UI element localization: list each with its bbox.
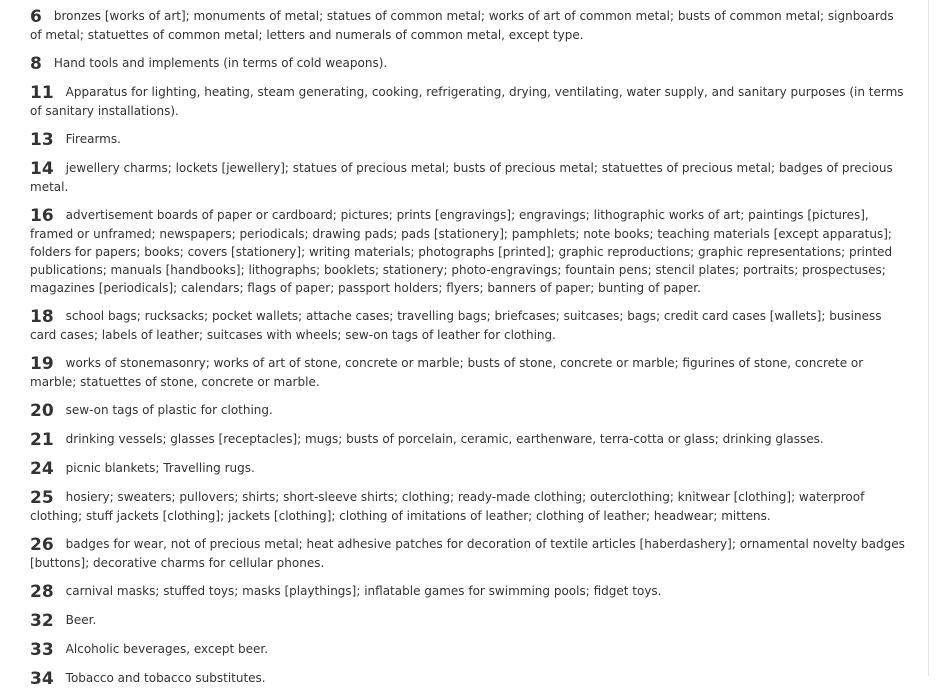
class-entry xyxy=(30,535,906,572)
class-entry xyxy=(30,307,906,344)
class-entry xyxy=(30,582,906,601)
class-description: picnic blankets; Travelling rugs. xyxy=(65,461,255,475)
class-entry xyxy=(30,83,906,120)
class-number: 19 xyxy=(30,354,54,374)
class-description: carnival masks; stuffed toys; masks [playthings]; inflatable games for swimming pools; fidget toys. xyxy=(65,584,662,598)
class-number: 11 xyxy=(30,83,54,103)
class-description: Apparatus for lighting, heating, steam generating, cooking, refrigerating, drying, ventilating, water supply, and sanitary purposes (in terms of sanitary installations). xyxy=(30,85,904,118)
class-number: 32 xyxy=(30,611,54,631)
class-description: sew-on tags of plastic for clothing. xyxy=(65,403,273,417)
class-description: Tobacco and tobacco substitutes. xyxy=(65,671,266,685)
class-description: school bags; rucksacks; pocket wallets; attache cases; travelling bags; briefcases; suitcases; bags; credit card cases [wallets]; business card cases; labels of leather; suitcases with wheels; sew-on tags of leather for clothing. xyxy=(30,309,882,342)
class-description: Hand tools and implements (in terms of cold weapons). xyxy=(53,56,388,70)
class-description: Alcoholic beverages, except beer. xyxy=(65,642,269,656)
class-number: 14 xyxy=(30,159,54,179)
class-description: advertisement boards of paper or cardboard; pictures; prints [engravings]; engravings; lithographic works of art; paintings [pictures], framed or unframed; newspapers; periodicals; drawing pads; pads [stationery]; pamphlets; note books; teaching materials [except apparatus]; folders for papers; books; covers [stationery]; writing materials; photographs [printed]; graphic reproductions; graphic representations; printed publications; manuals [handbooks]; lithographs; booklets; stationery; photo-engravings; fountain pens; stencil plates; portraits; prospectuses; magazines [periodicals]; calendars; flags of paper; passport holders; flyers; banners of paper; bunting of paper. xyxy=(30,208,893,295)
class-number: 26 xyxy=(30,535,54,555)
class-entry xyxy=(30,354,906,391)
class-description: badges for wear, not of precious metal; heat adhesive patches for decoration of textile articles [haberdashery]; ornamental novelty badges [buttons]; decorative charms for cellular phones. xyxy=(30,537,905,570)
class-number: 28 xyxy=(30,582,54,602)
class-number: 24 xyxy=(30,459,54,479)
class-entry xyxy=(30,401,906,420)
class-number: 18 xyxy=(30,307,54,327)
class-description: works of stonemasonry; works of art of stone, concrete or marble; busts of stone, concrete or marble; figurines of stone, concrete or marble; statuettes of stone, concrete or marble. xyxy=(30,356,864,389)
right-edge-divider xyxy=(928,0,929,676)
class-number: 20 xyxy=(30,401,54,421)
class-number: 16 xyxy=(30,206,54,226)
class-description: Beer. xyxy=(65,613,97,627)
class-list xyxy=(30,7,906,698)
class-number: 6 xyxy=(30,7,42,27)
class-number: 33 xyxy=(30,640,54,660)
class-entry xyxy=(30,130,906,149)
class-entry xyxy=(30,488,906,525)
class-entry xyxy=(30,7,906,44)
class-number: 25 xyxy=(30,488,54,508)
class-number: 13 xyxy=(30,130,54,150)
class-entry xyxy=(30,54,906,73)
class-entry xyxy=(30,611,906,630)
class-description: Firearms. xyxy=(65,132,121,146)
class-entry xyxy=(30,206,906,297)
class-description: jewellery charms; lockets [jewellery]; statues of precious metal; busts of precious metal; statuettes of precious metal; badges of precious metal. xyxy=(30,161,893,194)
class-entry xyxy=(30,159,906,196)
class-number: 21 xyxy=(30,430,54,450)
class-description: drinking vessels; glasses [receptacles]; mugs; busts of porcelain, ceramic, earthenware, terra-cotta or glass; drinking glasses. xyxy=(65,432,824,446)
class-description: bronzes [works of art]; monuments of metal; statues of common metal; works of art of common metal; busts of common metal; signboards of metal; statuettes of common metal; letters and numerals of common metal, except type. xyxy=(30,9,894,42)
class-entry xyxy=(30,459,906,478)
class-entry xyxy=(30,669,906,688)
class-entry xyxy=(30,640,906,659)
class-number: 8 xyxy=(30,54,42,74)
class-entry xyxy=(30,430,906,449)
class-number: 34 xyxy=(30,669,54,689)
class-description: hosiery; sweaters; pullovers; shirts; short-sleeve shirts; clothing; ready-made clothing; outerclothing; knitwear [clothing]; waterproof clothing; stuff jackets [clothing]; jackets [clothing]; clothing of imitations of leather; clothing of leather; headwear; mittens. xyxy=(30,490,865,523)
